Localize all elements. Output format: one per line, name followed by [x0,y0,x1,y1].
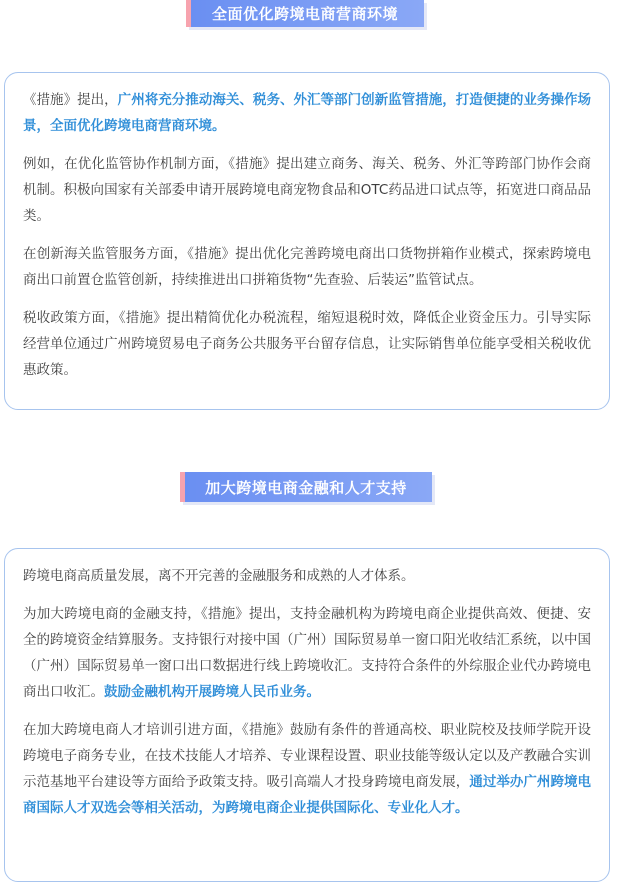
paragraph: 在创新海关监管服务方面，《措施》提出优化完善跨境电商出口货物拼箱作业模式，探索跨境电商出口前置仓监管创新，持续推进出口拼箱货物“先查验、后装运”监管试点。 [23,246,591,288]
section-heading-text: 加大跨境电商金融和人才支持 [205,478,407,497]
paragraph [23,717,591,821]
paragraph: 税收政策方面，《措施》提出精简优化办税流程，缩短退税时效，降低企业资金压力。引导实际经营单位通过广州跨境贸易电子商务公共服务平台留存信息，让实际销售单位能享受相关税收优惠政策。 [23,310,591,378]
paragraph: 例如，在优化监管协作机制方面，《措施》提出建立商务、海关、税务、外汇等跨部门协作会商机制。积极向国家有关部委申请开展跨境电商宠物食品和OTC药品进口试点等，拓宽进口商品品类。 [23,156,591,224]
paragraph-text: 为加大跨境电商的金融支持，《措施》提出，支持金融机构为跨境电商企业提供高效、便捷、安全的跨境资金结算服务。支持银行对接中国（广州）国际贸易单一窗口阳光收结汇系统，以中国（广州）国际贸易单一窗口出口数据进行线上跨境收汇。支持符合条件的外综服企业代办跨境电商出口收汇。 [23,606,591,700]
paragraph [23,87,591,139]
paragraph-text: 在加大跨境电商人才培训引进方面，《措施》鼓励有条件的普通高校、职业院校及技师学院开设跨境电子商务专业，在技术技能人才培养、专业课程设置、职业技能等级认定以及产教融合实训示范基地平台建设等方面给予政策支持。吸引高端人才投身跨境电商发展， [23,722,591,790]
highlight-text: 通过举办广州跨境电商国际人才双选会等相关活动，为跨境电商企业提供国际化、专业化人才。 [23,774,592,816]
content-card-business-environment [4,72,610,410]
paragraph: 跨境电商高质量发展，离不开完善的金融服务和成熟的人才体系。 [23,568,415,584]
highlight-text: 广州将充分推动海关、税务、外汇等部门创新监管措施，打造便捷的业务操作场景，全面优化跨境电商营商环境。 [23,92,592,134]
section-heading-text: 全面优化跨境电商营商环境 [211,5,398,23]
paragraph-text: 《措施》提出， [23,92,118,108]
section-heading-finance-talent [180,472,432,502]
section-heading-business-environment [186,0,424,27]
content-card-finance-talent [4,548,610,882]
highlight-text: 鼓励金融机构开展跨境人民币业务。 [104,684,320,700]
paragraph [23,601,591,705]
